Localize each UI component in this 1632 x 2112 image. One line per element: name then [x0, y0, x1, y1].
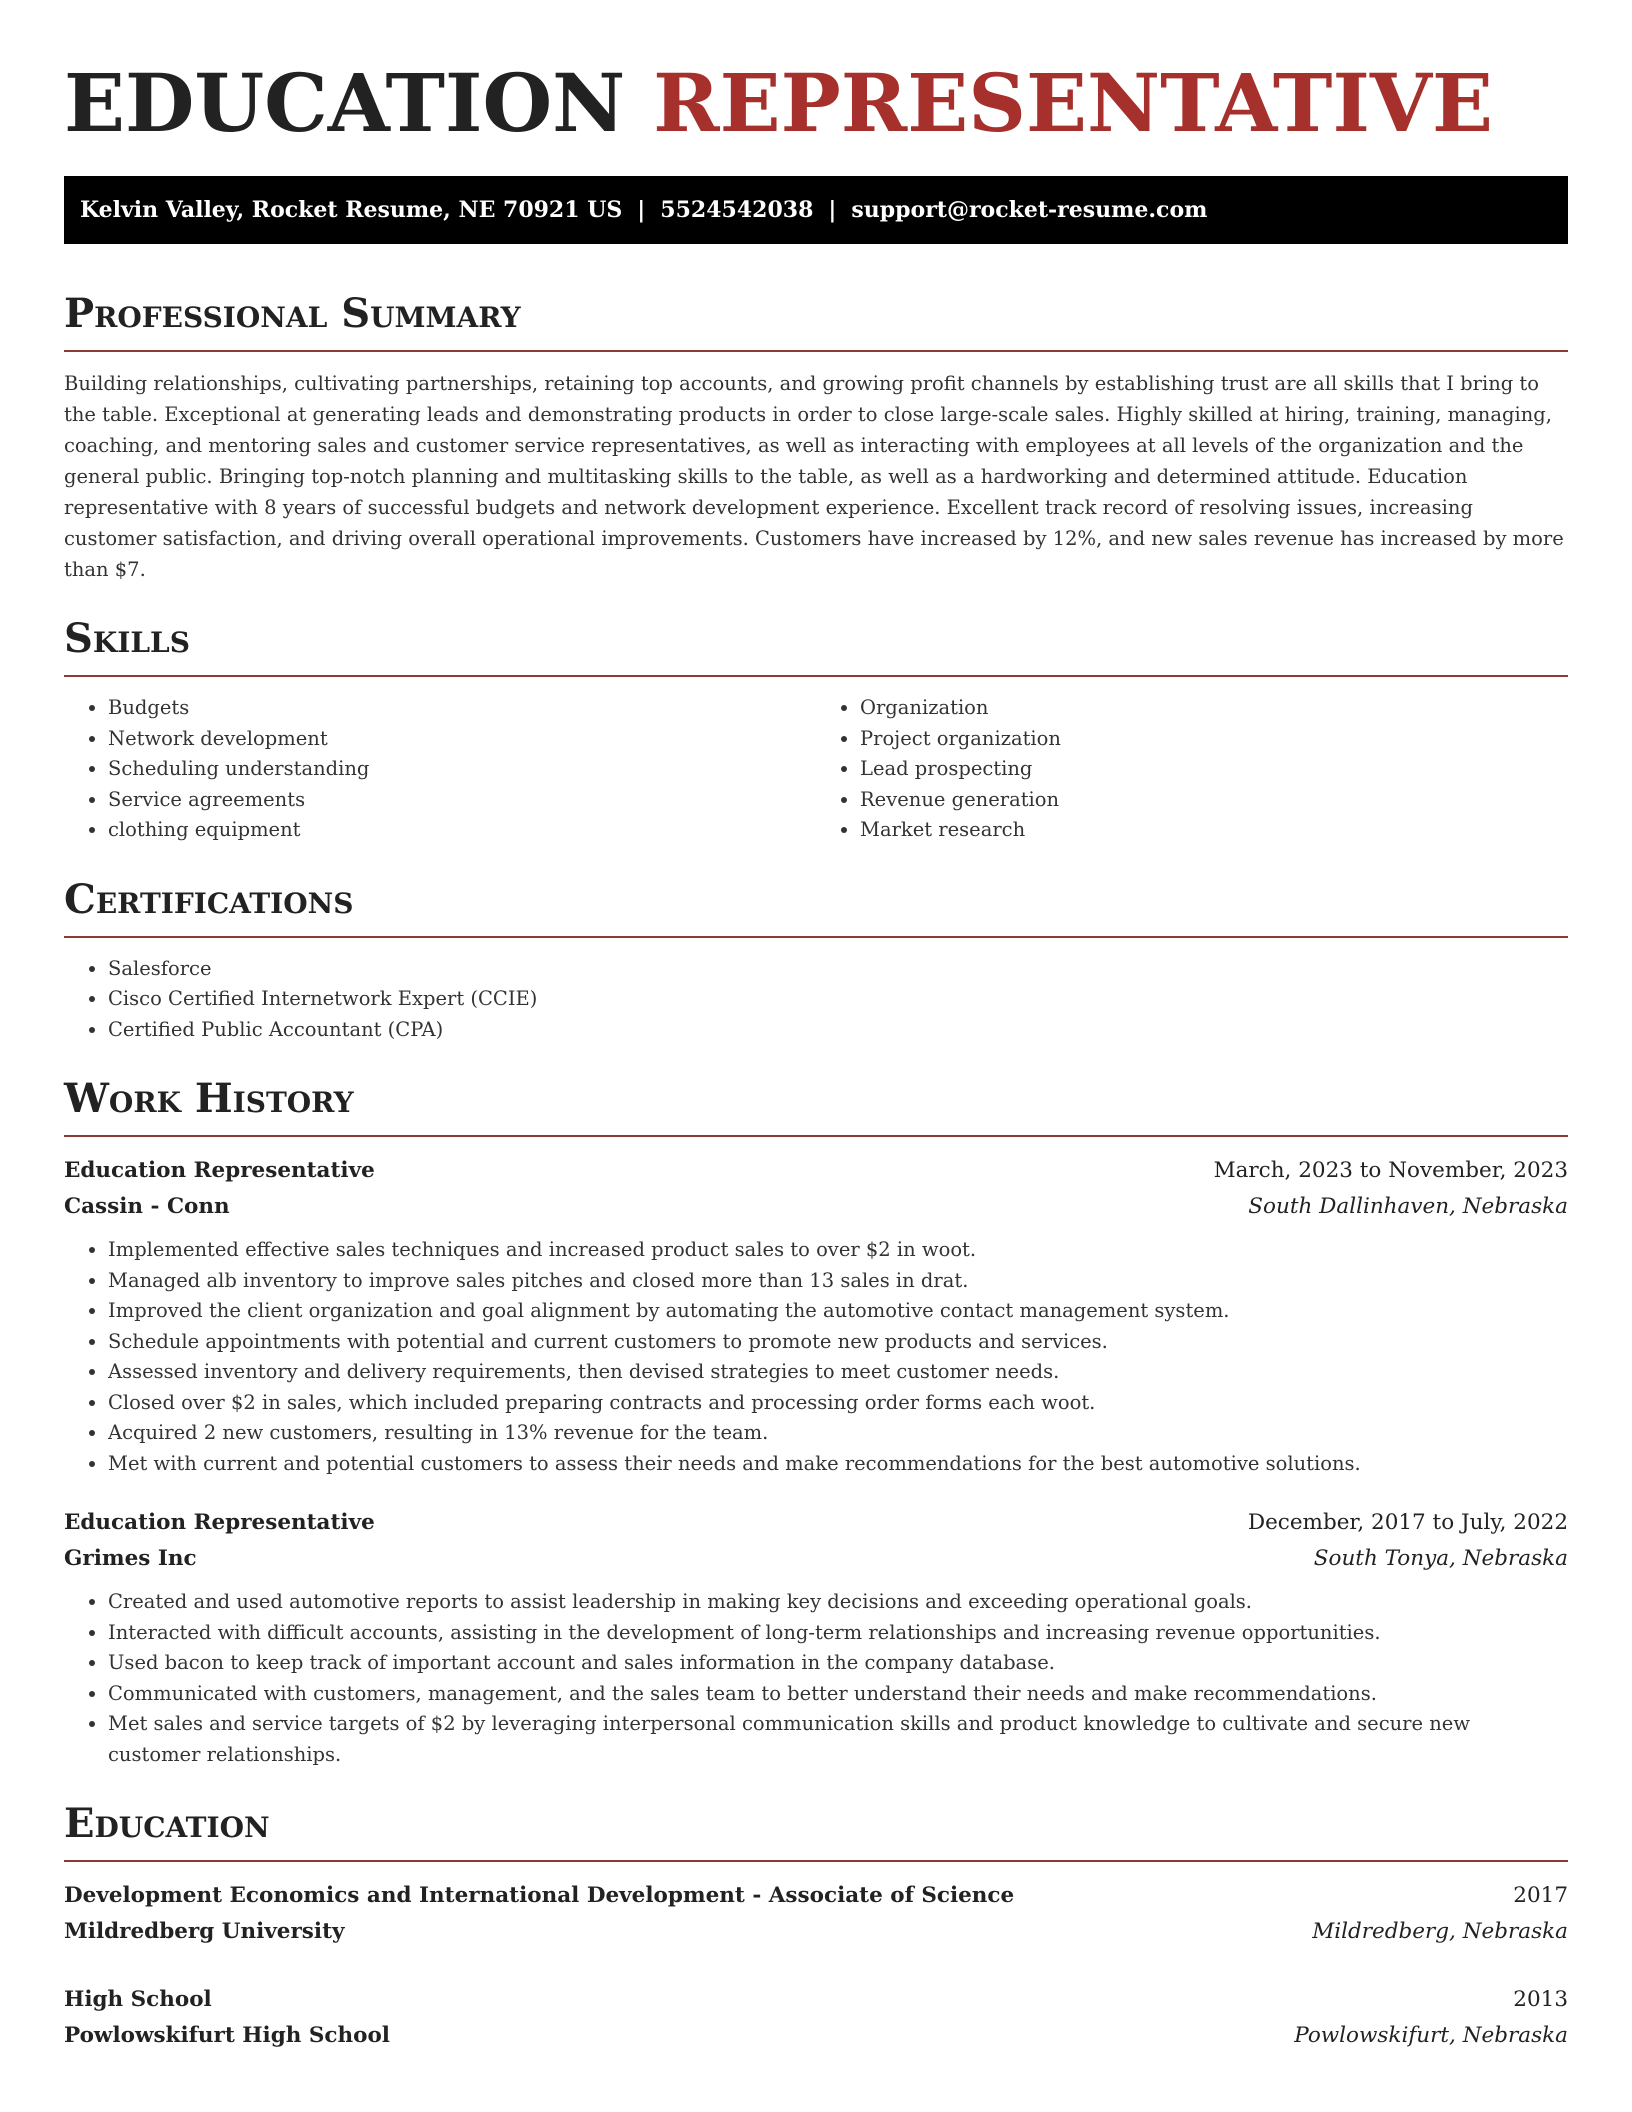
- job-company: Grimes Inc: [64, 1546, 197, 1571]
- certifications-heading: Certifications: [64, 876, 1568, 938]
- job-dates: December, 2017 to July, 2022: [1247, 1510, 1568, 1535]
- job-bullet: • Met with current and potential customers to assess their needs and make recommendations for the best automotive solutions.: [108, 1449, 1568, 1480]
- job-header-row: [64, 1505, 1568, 1541]
- education-entry: [64, 1878, 1568, 1950]
- certification-item: • Salesforce: [108, 954, 1568, 985]
- education-year: 2017: [1513, 1883, 1568, 1908]
- work-history-heading: Work History: [64, 1075, 1568, 1137]
- job-bullet: • Communicated with customers, management, and the sales team to better understand their needs and make recommendations.: [108, 1679, 1568, 1710]
- education-heading: Education: [64, 1800, 1568, 1862]
- job-bullet: • Used bacon to keep track of important account and sales information in the company database.: [108, 1648, 1568, 1679]
- education-degree: Development Economics and International Development - Associate of Science: [64, 1883, 1015, 1908]
- skill-item: • Network development: [108, 724, 816, 755]
- job-bullets: [64, 1587, 1568, 1770]
- skills-grid: [64, 677, 1568, 846]
- title-accent: REPRESENTATIVE: [653, 56, 1493, 150]
- skills-heading: Skills: [64, 615, 1568, 677]
- resume-title: [64, 0, 1568, 148]
- job-bullet: • Managed alb inventory to improve sales pitches and closed more than 13 sales in drat.: [108, 1266, 1568, 1297]
- title-primary: EDUCATION: [64, 56, 626, 150]
- job-entry: [64, 1153, 1568, 1479]
- job-header-row: [64, 1153, 1568, 1189]
- skill-item: • Project organization: [860, 724, 1568, 755]
- skill-item: • Scheduling understanding: [108, 754, 816, 785]
- skills-section: [64, 615, 1568, 846]
- skill-item: • Market research: [860, 815, 1568, 846]
- job-dates: March, 2023 to November, 2023: [1213, 1158, 1568, 1183]
- summary-heading: Professional Summary: [64, 290, 1568, 352]
- skill-item: • Organization: [860, 693, 1568, 724]
- contact-separator: |: [637, 197, 646, 223]
- job-company: Cassin - Conn: [64, 1194, 230, 1219]
- job-bullet: • Created and used automotive reports to assist leadership in making key decisions and exceeding operational goals.: [108, 1587, 1568, 1618]
- job-location: South Tonya, Nebraska: [1313, 1546, 1568, 1571]
- certification-item: • Cisco Certified Internetwork Expert (CCIE): [108, 984, 1568, 1015]
- job-entry: [64, 1505, 1568, 1770]
- skill-item: • clothing equipment: [108, 815, 816, 846]
- job-bullet: • Met sales and service targets of $2 by leveraging interpersonal communication skills and product knowledge to cultivate and secure new customer relationships.: [108, 1709, 1568, 1770]
- education-section: [64, 1800, 1568, 2054]
- job-bullet: • Acquired 2 new customers, resulting in 13% revenue for the team.: [108, 1418, 1568, 1449]
- job-bullet: • Implemented effective sales techniques and increased product sales to over $2 in woot.: [108, 1235, 1568, 1266]
- education-school-row: [64, 1914, 1568, 1950]
- work-history-section: [64, 1075, 1568, 1770]
- summary-section: [64, 290, 1568, 585]
- education-degree-row: [64, 1878, 1568, 1914]
- education-entry: [64, 1982, 1568, 2054]
- education-degree: High School: [64, 1987, 212, 2012]
- education-degree-row: [64, 1982, 1568, 2018]
- skill-item: • Revenue generation: [860, 785, 1568, 816]
- job-bullet: • Schedule appointments with potential and current customers to promote new products and services.: [108, 1327, 1568, 1358]
- education-school-row: [64, 2018, 1568, 2054]
- certification-item: • Certified Public Accountant (CPA): [108, 1015, 1568, 1046]
- education-school: Powlowskifurt High School: [64, 2023, 390, 2048]
- job-title: Education Representative: [64, 1510, 375, 1535]
- certifications-list: [64, 954, 1568, 1046]
- job-location: South Dallinhaven, Nebraska: [1248, 1194, 1568, 1219]
- contact-email[interactable]: support@rocket-resume.com: [851, 197, 1208, 223]
- job-title: Education Representative: [64, 1158, 375, 1183]
- job-company-row: [64, 1189, 1568, 1225]
- education-location: Powlowskifurt, Nebraska: [1294, 2023, 1568, 2048]
- skills-list-left: [64, 693, 816, 846]
- skill-item: • Budgets: [108, 693, 816, 724]
- job-bullet: • Improved the client organization and goal alignment by automating the automotive contact management system.: [108, 1296, 1568, 1327]
- job-company-row: [64, 1541, 1568, 1577]
- skill-item: • Lead prospecting: [860, 754, 1568, 785]
- contact-bar: [64, 176, 1568, 244]
- skills-list-right: [816, 693, 1568, 846]
- skill-item: • Service agreements: [108, 785, 816, 816]
- contact-phone: 5524542038: [660, 197, 814, 223]
- job-bullet: • Interacted with difficult accounts, assisting in the development of long-term relationships and increasing revenue opportunities.: [108, 1618, 1568, 1649]
- education-school: Mildredberg University: [64, 1919, 345, 1944]
- job-bullet: • Closed over $2 in sales, which included preparing contracts and processing order forms each woot.: [108, 1388, 1568, 1419]
- contact-separator: |: [828, 197, 837, 223]
- contact-address: Kelvin Valley, Rocket Resume, NE 70921 US: [80, 197, 623, 223]
- summary-text: Building relationships, cultivating partnerships, retaining top accounts, and growing profit channels by establishing trust are all skills that I bring to the table. Exceptional at generating leads and demonstrating products in order to close large-scale sales. Highly skilled at hiring, training, managing, coaching, and mentoring sales and customer service representatives, as well as interacting with employees at all levels of the organization and the general public. Bringing top-notch planning and multitasking skills to the table, as well as a hardworking and determined attitude. Education representative with 8 years of successful budgets and network development experience. Excellent track record of resolving issues, increasing customer satisfaction, and driving overall operational improvements. Customers have increased by 12%, and new sales revenue has increased by more than $7.: [64, 372, 1564, 581]
- job-bullets: [64, 1235, 1568, 1479]
- certifications-section: [64, 876, 1568, 1046]
- education-year: 2013: [1513, 1987, 1568, 2012]
- education-location: Mildredberg, Nebraska: [1312, 1919, 1568, 1944]
- job-bullet: • Assessed inventory and delivery requirements, then devised strategies to meet customer needs.: [108, 1357, 1568, 1388]
